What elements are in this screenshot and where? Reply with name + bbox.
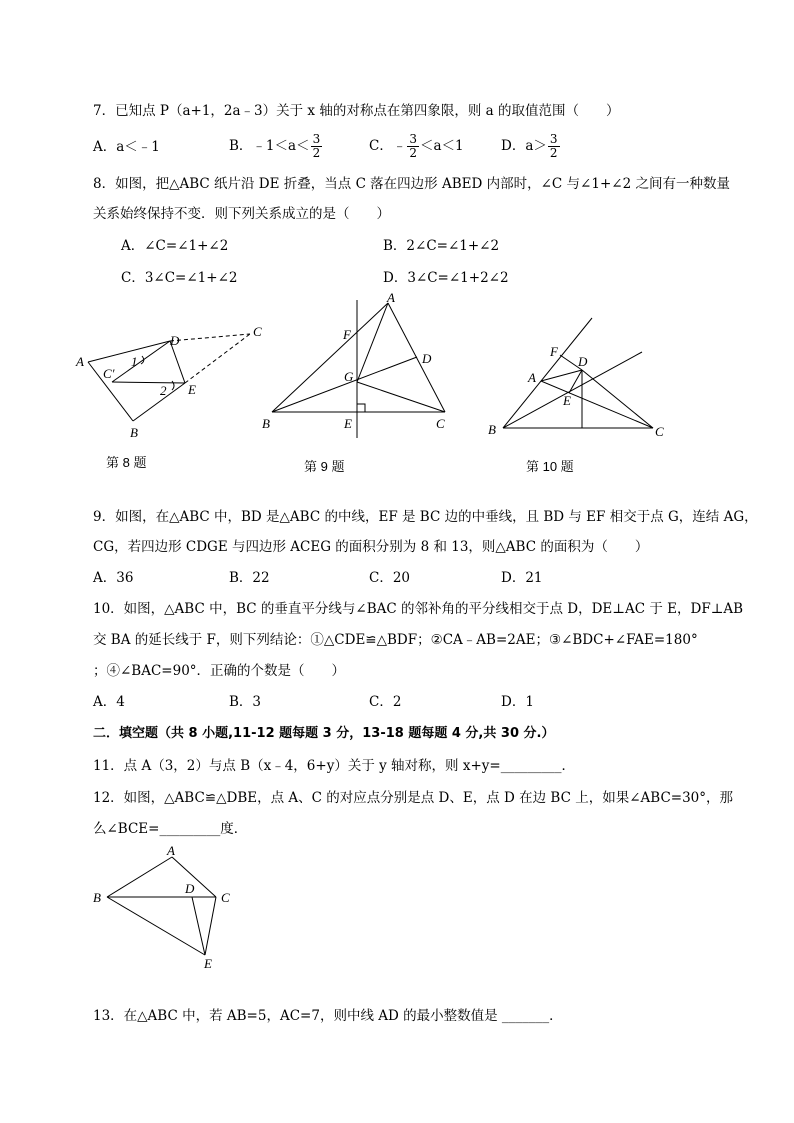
- q10-line3: ；④∠BAC=90°．正确的个数是（ ）: [93, 663, 346, 679]
- fig8-label-e: E: [188, 382, 196, 397]
- q10-line2: 交 BA 的延长线于 F，则下列结论：①△CDE≌△BDF；②CA﹣AB=2AE；③∠BDC+∠FAE=180°: [93, 632, 698, 648]
- fig10-segment-dc: [582, 370, 653, 428]
- fig8-edge-ecp: [112, 382, 185, 383]
- fig8-label-1: 1: [131, 354, 138, 369]
- fig9-edge-ab: [272, 303, 388, 412]
- q12-line2: 么∠BCE=_________度．: [93, 821, 248, 837]
- q7-option-b: [229, 133, 323, 160]
- q8-option-c: C．3∠C=∠1+∠2: [121, 270, 238, 286]
- fig12-label-c: C: [221, 890, 230, 905]
- fig12-label-b: B: [93, 890, 101, 905]
- q7-option-a: A．a＜﹣1: [93, 139, 160, 155]
- q10-option-a: A．4: [93, 694, 125, 710]
- q8-line2: 关系始终保持不变．则下列关系成立的是（ ）: [93, 206, 390, 222]
- fig10-line-ba-extended: [503, 318, 592, 428]
- fig12-edge-de: [192, 897, 205, 955]
- q10-option-d: D．1: [501, 694, 534, 710]
- fig8-caption: 第 8 题: [106, 455, 147, 470]
- q9-option-a: A．36: [93, 570, 134, 586]
- fig12-label-e: E: [204, 956, 212, 971]
- fig8-edge-be: [133, 383, 185, 421]
- fig8-edge-de: [170, 341, 185, 383]
- fig12-edge-be: [107, 897, 205, 955]
- fig9-label-d: D: [422, 351, 432, 366]
- fig10-label-d: D: [578, 354, 588, 369]
- fig9-label-b: B: [262, 416, 270, 431]
- q7-option-c-frac: $\frac{3}{2}$: [409, 132, 417, 160]
- q9-option-c: C．20: [369, 570, 411, 586]
- fig12-edge-ba: [107, 857, 172, 897]
- fig8-angle1-arc: [141, 356, 144, 364]
- fig10-label-b: B: [488, 422, 496, 437]
- fig8-edge-ec: [185, 334, 250, 383]
- q8-line1: 8．如图，把△ABC 纸片沿 DE 折叠，当点 C 落在四边形 ABED 内部时，∠C 与∠1+∠2 之间有一种数量: [93, 176, 730, 192]
- fig8-edge-ad: [88, 341, 170, 362]
- fig9-segment-ag: [357, 303, 388, 382]
- q11-text: 11．点 A（3，2）与点 B（x﹣4，6+y）关于 y 轴对称，则 x+y=_________．: [93, 758, 575, 774]
- fig10-label-c: C: [655, 424, 664, 439]
- q10-option-c: C．2: [369, 694, 402, 710]
- fig10-label-e: E: [563, 393, 571, 408]
- fig10-segment-de: [569, 370, 582, 393]
- q7-option-b-text: B．﹣1＜a＜: [229, 138, 310, 154]
- fig9-label-f: F: [343, 327, 351, 342]
- fig9-right-angle: [357, 404, 365, 412]
- fig12-edge-ac: [172, 857, 216, 897]
- q7-option-b-frac: $\frac{3}{2}$: [312, 132, 321, 160]
- fig12-label-a: A: [167, 843, 175, 858]
- fig9-median-bd: [272, 357, 417, 412]
- fig8-label-b: B: [130, 425, 138, 440]
- q9-option-d: D．21: [501, 570, 543, 586]
- fig8-label-c: C: [253, 324, 262, 339]
- fig10-segment-ad: [541, 370, 582, 381]
- q9-line1: 9．如图，在△ABC 中，BD 是△ABC 的中线，EF 是 BC 边的中垂线，且 BD 与 EF 相交于点 G，连结 AG，: [93, 509, 758, 525]
- fig8-label-2: 2: [160, 383, 167, 398]
- q8-option-b: B．2∠C=∠1+∠2: [383, 238, 500, 254]
- q8-option-d: D．3∠C=∠1+2∠2: [383, 270, 509, 286]
- q7-option-d-text: D．a＞: [501, 138, 547, 154]
- fig9-edge-ac: [388, 303, 445, 412]
- section-2-heading: 二．填空题（共 8 小题,11-12 题每题 3 分，13-18 题每题 4 分,共 30 分.）: [93, 726, 555, 741]
- q7-option-c: [369, 133, 464, 160]
- fig9-segment-cg: [357, 382, 445, 412]
- fig8-angle2-arc: [172, 381, 174, 390]
- fig9-label-c: C: [436, 416, 445, 431]
- q12-line1: 12．如图，△ABC≌△DBE，点 A、C 的对应点分别是点 D、E，点 D 在边 BC 上，如果∠ABC=30°，那: [93, 790, 734, 806]
- fig9-label-e: E: [344, 416, 352, 431]
- q7-option-d-frac: $\frac{3}{2}$: [549, 132, 558, 160]
- q8-option-a: A．∠C=∠1+∠2: [121, 238, 229, 254]
- fig8-label-d: D: [170, 333, 180, 348]
- q7-option-d: [501, 133, 561, 160]
- fig10-label-f: F: [550, 344, 558, 359]
- q7-stem: 7．已知点 P（a+1，2a﹣3）关于 x 轴的对称点在第四象限，则 a 的取值范围（ ）: [93, 103, 620, 119]
- fig9-label-a: A: [387, 290, 395, 305]
- fig8-edge-dc: [170, 334, 250, 341]
- q9-option-b: B．22: [229, 570, 270, 586]
- fig10-caption: 第 10 题: [526, 459, 574, 474]
- fig8-edge-ab: [88, 362, 133, 421]
- fig10-edge-ac: [541, 381, 653, 428]
- q10-option-b: B．3: [229, 694, 262, 710]
- q10-line1: 10．如图，△ABC 中，BC 的垂直平分线与∠BAC 的邻补角的平分线相交于点 D，DE⊥AC 于 E，DF⊥AB: [93, 601, 744, 617]
- fig10-segment-df: [560, 355, 582, 370]
- fig12-label-d: D: [185, 881, 195, 896]
- fig8-label-cprime: C′: [103, 366, 115, 381]
- q13-text: 13．在△ABC 中，若 AB=5，AC=7，则中线 AD 的最小整数值是 _______．: [93, 1008, 563, 1024]
- q7-option-c-post: ＜a＜1: [419, 138, 464, 154]
- fig10-line-bd-extended: [503, 352, 642, 428]
- q9-line2: CG，若四边形 CDGE 与四边形 ACEG 的面积分别为 8 和 13，则△ABC 的面积为（ ）: [93, 539, 649, 555]
- fig8-edge-dcp: [112, 341, 170, 382]
- fig8-label-a: A: [76, 354, 84, 369]
- fig10-label-a: A: [528, 370, 536, 385]
- q7-option-c-pre: C．﹣: [369, 138, 407, 154]
- fig12-edge-ce: [205, 897, 216, 955]
- fig9-label-g: G: [344, 369, 354, 384]
- fig9-caption: 第 9 题: [304, 459, 345, 474]
